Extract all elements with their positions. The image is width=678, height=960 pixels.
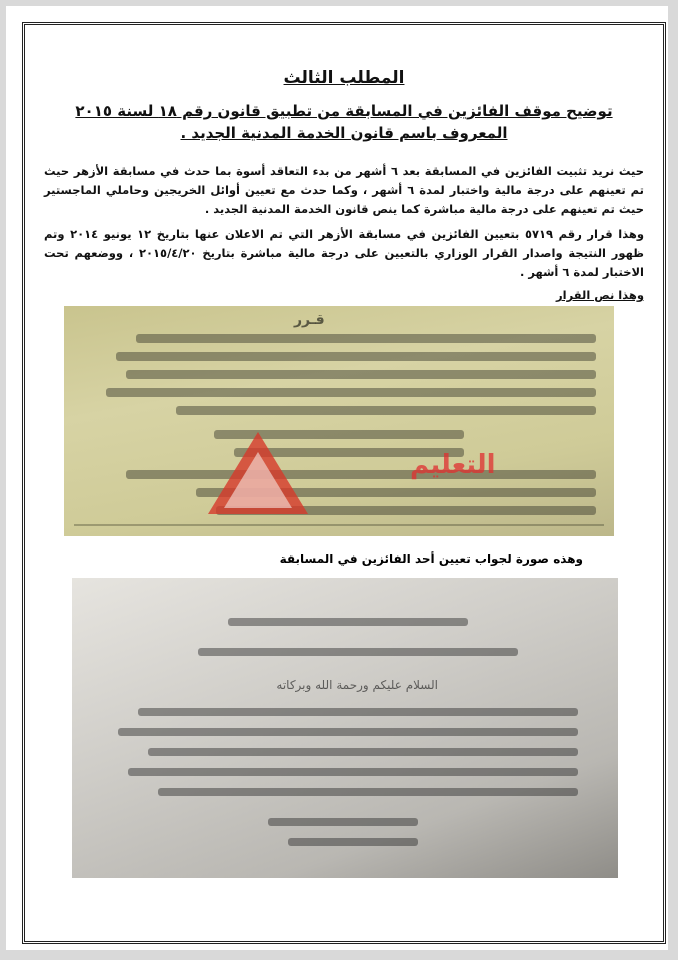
watermark-logo [206,430,310,516]
letter-photo [72,578,618,878]
page-title: المطلب الثالث [283,68,405,88]
letter-caption: وهذه صورة لجواب تعيين أحد الفائزين في المسابقة [279,552,583,566]
paragraph-1: حيث نريد تثبيت الفائزين في المسابقة بعد ٦ أشهر من بدء التعاقد أسوة بما حدث في مسابقة الأزهر حيث تم تعينهم على درجة مالية واختبار لمدة ٦ أشهر ، وكما حدث مع تعيين أوائل الخريجين وحاملي الماجستير حيث تم تعينهم على درجة مالية مباشرة كما ينص قانون الخدمة المدنية الجديد . [44,164,644,216]
paragraph-2: وهذا قرار رقم ٥٧١٩ بتعيين الفائزين في مسابقة الأزهر التي تم الاعلان عنها بتاريخ ١٢ يونيو ٢٠١٤ وتم ظهور النتيجة واصدار القرار الوزاري بالتعيين على درجة مالية مباشرة بتاريخ ٢٠١٥/٤/٢٠ ، ووضعهم تحت الاختبار لمدة ٦ أشهر . [44,227,645,279]
decision-label: وهذا نص القرار [556,288,644,302]
watermark-text: التعليم [410,450,496,480]
decision-heading: قـرر [294,312,325,328]
document-body [44,46,644,310]
letter-greeting: السلام عليكم ورحمة الله وبركاته [276,678,438,692]
section-subtitle: توضيح موقف الفائزين في المسابقة من تطبيق قانون رقم ١٨ لسنة ٢٠١٥ المعروف باسم قانون الخدمة المدنية الجديد . [75,102,613,142]
decision-photo [64,306,614,536]
